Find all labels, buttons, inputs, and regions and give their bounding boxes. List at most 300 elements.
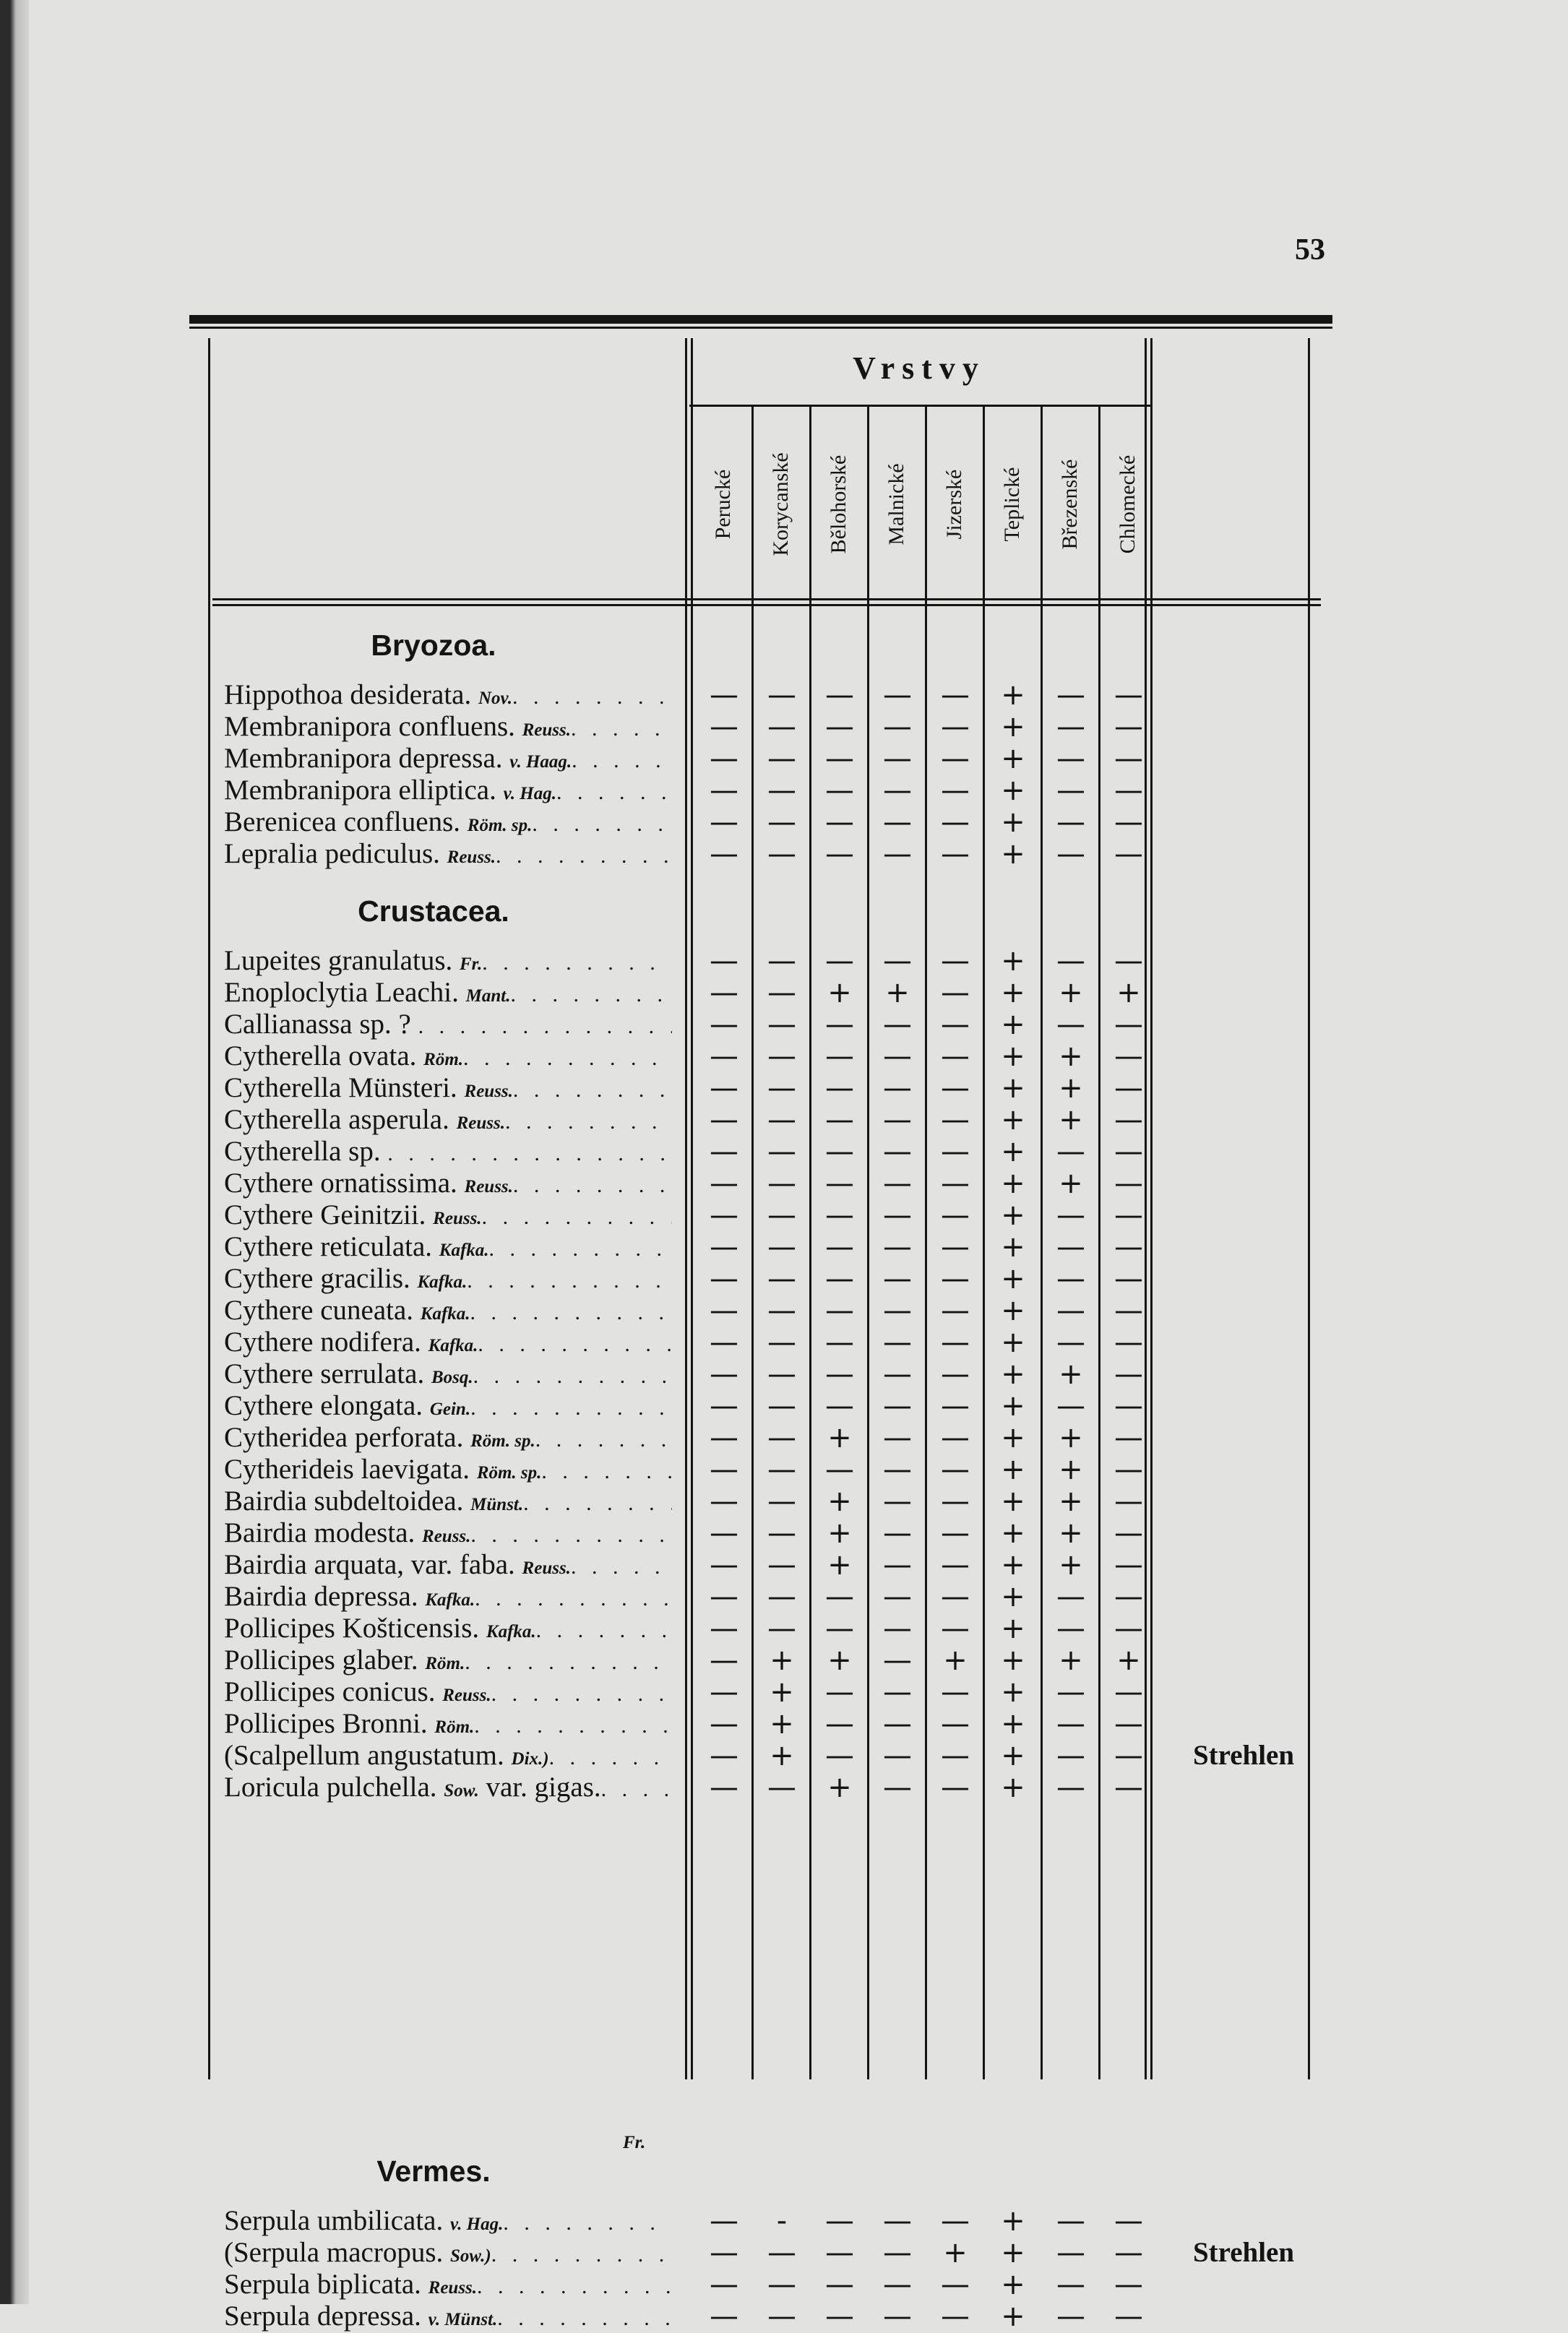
occurrence-mark: — bbox=[710, 2300, 738, 2333]
occurrence-mark: — bbox=[710, 1644, 738, 1677]
occurrence-mark: — bbox=[883, 1676, 912, 1709]
occurrence-mark: — bbox=[825, 742, 854, 775]
occurrence-mark: — bbox=[767, 1517, 796, 1550]
column-header-label: Teplické bbox=[1000, 467, 1024, 542]
occurrence-mark: — bbox=[767, 837, 796, 871]
occurrence-mark: — bbox=[1056, 944, 1085, 978]
occurrence-mark: — bbox=[710, 2268, 738, 2301]
occurrence-mark: — bbox=[883, 742, 912, 775]
species-author: Kafka. bbox=[420, 1304, 470, 1324]
table-row bbox=[189, 838, 1332, 870]
species-author: v. Hag. bbox=[450, 2215, 504, 2234]
occurrence-mark: — bbox=[883, 2300, 912, 2333]
species-label: Lepralia pediculus. bbox=[224, 838, 440, 869]
occurrence-mark: — bbox=[710, 1580, 738, 1613]
occurrence-mark: — bbox=[883, 806, 912, 839]
species-author: Röm. bbox=[423, 1050, 464, 1069]
occurrence-mark: + bbox=[1059, 1103, 1083, 1137]
occurrence-mark: — bbox=[767, 806, 796, 839]
occurrence-mark: + bbox=[1059, 1453, 1083, 1486]
occurrence-mark: — bbox=[767, 678, 796, 712]
occurrence-mark: — bbox=[883, 1230, 912, 1264]
species-author: Gein. bbox=[429, 1400, 471, 1419]
species-name bbox=[224, 679, 672, 711]
occurrence-mark: — bbox=[941, 1517, 970, 1550]
occurrence-mark: — bbox=[710, 1326, 738, 1359]
table-row bbox=[189, 1009, 1332, 1040]
occurrence-mark: — bbox=[941, 837, 970, 871]
table-row bbox=[189, 1422, 1332, 1454]
occurrence-mark: — bbox=[767, 1294, 796, 1327]
occurrence-mark: — bbox=[941, 1358, 970, 1391]
species-author: Reuss. bbox=[447, 848, 496, 867]
table-row bbox=[189, 1676, 1332, 1708]
occurrence-mark: + bbox=[885, 976, 910, 1009]
occurrence-mark: — bbox=[941, 742, 970, 775]
occurrence-mark: + bbox=[1001, 1358, 1025, 1391]
species-author: Reuss. bbox=[464, 1177, 513, 1196]
occurrence-mark: + bbox=[1001, 1167, 1025, 1200]
column-header-label: Jizerské bbox=[942, 469, 966, 540]
species-label: Cytherella asperula. bbox=[224, 1104, 449, 1135]
species-author: Reuss. bbox=[428, 2278, 478, 2298]
species-label: Membranipora confluens. bbox=[224, 711, 515, 742]
occurrence-mark: — bbox=[825, 1612, 854, 1645]
occurrence-mark: — bbox=[883, 1103, 912, 1137]
species-author: Reuss. bbox=[442, 1686, 491, 1705]
table-row bbox=[189, 1327, 1332, 1358]
table-row bbox=[189, 1072, 1332, 1104]
occurrence-mark: — bbox=[941, 1167, 970, 1200]
occurrence-mark: + bbox=[1001, 2268, 1025, 2301]
species-label: Cythere reticulata. bbox=[224, 1231, 433, 1262]
occurrence-mark: — bbox=[1056, 806, 1085, 839]
occurrence-mark: + bbox=[1059, 1040, 1083, 1073]
occurrence-mark: + bbox=[770, 1676, 794, 1709]
occurrence-mark: — bbox=[710, 1485, 738, 1518]
species-label: Serpula depressa. bbox=[224, 2300, 421, 2332]
species-author: Kafka. bbox=[425, 1590, 475, 1610]
occurrence-mark: — bbox=[1056, 1262, 1085, 1295]
column-header-label: Perucké bbox=[711, 469, 735, 540]
table-row bbox=[189, 1104, 1332, 1136]
table-row bbox=[189, 1517, 1332, 1549]
occurrence-mark: — bbox=[1114, 1040, 1143, 1073]
table-row bbox=[189, 1040, 1332, 1072]
species-author: Fr. bbox=[460, 954, 483, 974]
occurrence-mark: + bbox=[1001, 742, 1025, 775]
occurrence-mark: + bbox=[1059, 1071, 1083, 1105]
table-row bbox=[189, 711, 1332, 743]
species-label: Enoploclytia Leachi. bbox=[224, 977, 459, 1008]
occurrence-mark: + bbox=[1001, 1548, 1025, 1582]
top-rule bbox=[189, 315, 1332, 324]
occurrence-mark: — bbox=[1114, 2236, 1143, 2269]
table-row bbox=[189, 2237, 1332, 2269]
occurrence-mark: — bbox=[710, 1771, 738, 1804]
occurrence-mark: + bbox=[1001, 1230, 1025, 1264]
occurrence-mark: — bbox=[1114, 1103, 1143, 1137]
table-row bbox=[189, 1772, 1332, 1803]
species-author: Röm. sp. bbox=[476, 1463, 542, 1483]
top-rule-thin bbox=[189, 327, 1332, 329]
species-name bbox=[224, 1422, 672, 1454]
occurrence-mark: — bbox=[941, 2204, 970, 2238]
occurrence-mark: + bbox=[1001, 1517, 1025, 1550]
occurrence-mark: — bbox=[883, 2204, 912, 2238]
occurrence-mark: — bbox=[941, 1485, 970, 1518]
occurrence-mark: — bbox=[710, 837, 738, 871]
occurrence-mark: + bbox=[827, 1485, 852, 1518]
occurrence-mark: — bbox=[1114, 1008, 1143, 1041]
occurrence-mark: — bbox=[767, 1358, 796, 1391]
occurrence-mark: — bbox=[1114, 1580, 1143, 1613]
occurrence-mark: — bbox=[941, 976, 970, 1009]
species-author: Münst. bbox=[470, 1495, 524, 1514]
table-row bbox=[189, 743, 1332, 775]
species-label: Cythere nodifera. bbox=[224, 1327, 421, 1358]
occurrence-mark: — bbox=[710, 678, 738, 712]
occurrence-mark: — bbox=[710, 1739, 738, 1772]
occurrence-mark: — bbox=[767, 1103, 796, 1137]
occurrence-mark: — bbox=[767, 1167, 796, 1200]
species-name bbox=[224, 1136, 672, 1168]
species-label: Pollicipes glaber. bbox=[224, 1644, 418, 1676]
species-author: Kafka. bbox=[486, 1622, 536, 1642]
occurrence-mark: + bbox=[1001, 1008, 1025, 1041]
occurrence-mark: — bbox=[825, 774, 854, 807]
species-author: Sow. bbox=[444, 1781, 479, 1801]
occurrence-mark: — bbox=[941, 1612, 970, 1645]
occurrence-mark: — bbox=[1056, 1676, 1085, 1709]
page-number: 53 bbox=[1295, 233, 1325, 267]
species-label: Pollicipes conicus. bbox=[224, 1676, 436, 1707]
occurrence-mark: + bbox=[1001, 1644, 1025, 1677]
occurrence-mark: — bbox=[767, 1135, 796, 1168]
occurrence-mark: — bbox=[883, 1326, 912, 1359]
table-row bbox=[189, 1358, 1332, 1390]
table-row bbox=[189, 775, 1332, 806]
column-header-label: Bělohorské bbox=[827, 454, 850, 554]
occurrence-mark: + bbox=[1059, 1485, 1083, 1518]
occurrence-mark: — bbox=[1114, 1199, 1143, 1232]
occurrence-mark: — bbox=[1056, 2300, 1085, 2333]
occurrence-mark: — bbox=[825, 2300, 854, 2333]
occurrence-mark: + bbox=[1001, 944, 1025, 978]
occurrence-mark: — bbox=[941, 1230, 970, 1264]
occurrence-mark: + bbox=[1001, 1294, 1025, 1327]
species-name bbox=[224, 1358, 672, 1390]
species-name bbox=[224, 1104, 672, 1136]
occurrence-mark: — bbox=[825, 2268, 854, 2301]
occurrence-mark: + bbox=[1001, 1040, 1025, 1073]
occurrence-mark: + bbox=[1001, 1103, 1025, 1137]
occurrence-mark: — bbox=[941, 1294, 970, 1327]
species-name bbox=[224, 1390, 672, 1422]
occurrence-mark: — bbox=[767, 1771, 796, 1804]
species-label: Serpula umbilicata. bbox=[224, 2205, 444, 2236]
occurrence-mark: — bbox=[1056, 1771, 1085, 1804]
table-row bbox=[189, 1295, 1332, 1327]
species-label: Pollicipes Košticensis. bbox=[224, 1613, 480, 1644]
occurrence-mark: — bbox=[825, 1008, 854, 1041]
occurrence-mark: — bbox=[1056, 774, 1085, 807]
occurrence-mark: + bbox=[1001, 1485, 1025, 1518]
occurrence-mark: — bbox=[883, 1548, 912, 1582]
occurrence-mark: — bbox=[825, 1453, 854, 1486]
column-header-label: Korycanské bbox=[769, 452, 793, 556]
occurrence-mark: — bbox=[710, 1262, 738, 1295]
occurrence-mark: — bbox=[825, 837, 854, 871]
occurrence-mark: — bbox=[1114, 806, 1143, 839]
occurrence-mark: — bbox=[825, 1707, 854, 1741]
occurrence-mark: — bbox=[941, 1262, 970, 1295]
occurrence-mark: - bbox=[776, 2204, 788, 2238]
species-name bbox=[224, 1676, 672, 1708]
species-name bbox=[224, 1644, 672, 1676]
occurrence-mark: — bbox=[1114, 1517, 1143, 1550]
occurrence-mark: — bbox=[883, 1135, 912, 1168]
section-title: Crustacea. bbox=[358, 894, 509, 928]
occurrence-mark: — bbox=[883, 1644, 912, 1677]
species-label: Bairdia subdeltoidea. bbox=[224, 1485, 464, 1517]
occurrence-mark: — bbox=[767, 1453, 796, 1486]
occurrence-mark: — bbox=[1114, 1230, 1143, 1264]
table-row bbox=[189, 1136, 1332, 1168]
occurrence-mark: — bbox=[1114, 1135, 1143, 1168]
column-header-label: Chlomecké bbox=[1116, 454, 1140, 554]
occurrence-mark: + bbox=[1001, 1676, 1025, 1709]
occurrence-mark: — bbox=[883, 1707, 912, 1741]
occurrence-mark: — bbox=[1114, 1421, 1143, 1454]
occurrence-mark: + bbox=[1116, 1644, 1141, 1677]
species-author: Röm. sp. bbox=[467, 816, 533, 835]
column-header bbox=[881, 463, 913, 545]
occurrence-mark: + bbox=[1059, 1167, 1083, 1200]
occurrence-mark: — bbox=[1056, 2236, 1085, 2269]
occurrence-mark: — bbox=[883, 1517, 912, 1550]
occurrence-mark: — bbox=[941, 1008, 970, 1041]
occurrence-mark: — bbox=[825, 2236, 854, 2269]
occurrence-mark: — bbox=[710, 2236, 738, 2269]
occurrence-mark: — bbox=[825, 1071, 854, 1105]
species-label: Bairdia depressa. bbox=[224, 1581, 418, 1612]
occurrence-mark: — bbox=[941, 2300, 970, 2333]
species-label: Callianassa sp. ? bbox=[224, 1009, 411, 1040]
occurrence-mark: — bbox=[710, 1676, 738, 1709]
column-header-label: Březenské bbox=[1058, 459, 1082, 550]
occurrence-mark: — bbox=[1114, 1707, 1143, 1741]
species-name bbox=[224, 838, 672, 870]
species-name bbox=[224, 2300, 672, 2332]
occurrence-mark: — bbox=[710, 1294, 738, 1327]
occurrence-mark: — bbox=[767, 1262, 796, 1295]
occurrence-mark: — bbox=[941, 1548, 970, 1582]
table-row bbox=[189, 2269, 1332, 2300]
table-row bbox=[189, 1390, 1332, 1422]
occurrence-mark: + bbox=[1001, 1453, 1025, 1486]
scan-edge bbox=[0, 0, 29, 2304]
species-name bbox=[224, 1040, 672, 1072]
species-label: Loricula pulchella. bbox=[224, 1772, 437, 1803]
occurrence-mark: — bbox=[1056, 2268, 1085, 2301]
occurrence-mark: + bbox=[1001, 837, 1025, 871]
section-title: Vermes. bbox=[376, 2155, 491, 2188]
occurrence-mark: — bbox=[767, 2268, 796, 2301]
species-name bbox=[224, 1613, 672, 1644]
occurrence-mark: — bbox=[767, 774, 796, 807]
table-row bbox=[189, 1740, 1332, 1772]
occurrence-mark: — bbox=[941, 1326, 970, 1359]
species-label: Cythere ornatissima. bbox=[224, 1168, 457, 1199]
occurrence-mark: — bbox=[1056, 1199, 1085, 1232]
species-name bbox=[224, 1327, 672, 1358]
species-name bbox=[224, 1740, 672, 1772]
species-author: Röm. sp. bbox=[470, 1431, 535, 1451]
occurrence-mark: + bbox=[1116, 976, 1141, 1009]
occurrence-mark: — bbox=[941, 1739, 970, 1772]
occurrence-mark: — bbox=[710, 1103, 738, 1137]
occurrence-mark: + bbox=[1059, 976, 1083, 1009]
species-label: Cythere Geinitzii. bbox=[224, 1199, 426, 1230]
occurrence-mark: + bbox=[770, 1739, 794, 1772]
occurrence-mark: — bbox=[1114, 2204, 1143, 2238]
occurrence-mark: — bbox=[1114, 710, 1143, 743]
occurrence-mark: + bbox=[943, 2236, 968, 2269]
species-author: v. Haag. bbox=[509, 752, 572, 772]
occurrence-mark: — bbox=[767, 1199, 796, 1232]
species-name bbox=[224, 2269, 672, 2300]
column-header bbox=[996, 467, 1028, 542]
occurrence-mark: — bbox=[1114, 1676, 1143, 1709]
occurrence-mark: — bbox=[1114, 2268, 1143, 2301]
species-author: v. Münst. bbox=[428, 2310, 498, 2329]
occurrence-mark: — bbox=[1056, 1294, 1085, 1327]
species-label: Bairdia modesta. bbox=[224, 1517, 415, 1548]
species-author: Röm. bbox=[434, 1717, 475, 1737]
occurrence-mark: — bbox=[1114, 1771, 1143, 1804]
occurrence-mark: — bbox=[710, 1008, 738, 1041]
occurrence-mark: — bbox=[710, 742, 738, 775]
occurrence-mark: — bbox=[1056, 1008, 1085, 1041]
column-header bbox=[939, 469, 970, 540]
species-label: (Serpula macropus. bbox=[224, 2237, 444, 2268]
occurrence-mark: — bbox=[1056, 742, 1085, 775]
occurrence-mark: — bbox=[710, 1612, 738, 1645]
species-label: Cytherideis laevigata. bbox=[224, 1454, 470, 1485]
occurrence-mark: + bbox=[1001, 2300, 1025, 2333]
species-label: Membranipora elliptica. bbox=[224, 775, 496, 806]
species-label: Serpula biplicata. bbox=[224, 2269, 421, 2300]
occurrence-mark: — bbox=[1114, 1389, 1143, 1423]
column-header bbox=[1054, 459, 1086, 550]
occurrence-mark: — bbox=[767, 1008, 796, 1041]
occurrence-mark: + bbox=[1059, 1358, 1083, 1391]
table-row bbox=[189, 1613, 1332, 1644]
occurrence-mark: + bbox=[1001, 2204, 1025, 2238]
occurrence-mark: — bbox=[883, 1294, 912, 1327]
species-label: Cythere serrulata. bbox=[224, 1358, 425, 1389]
occurrence-mark: — bbox=[710, 1421, 738, 1454]
species-label: Hippothoa desiderata. bbox=[224, 679, 472, 710]
species-name bbox=[224, 743, 672, 775]
occurrence-mark: — bbox=[767, 1548, 796, 1582]
occurrence-mark: + bbox=[943, 1644, 968, 1677]
species-author: Reuss. bbox=[522, 720, 572, 740]
occurrence-mark: — bbox=[1056, 1739, 1085, 1772]
species-variety: var. gigas. bbox=[486, 1772, 601, 1803]
occurrence-mark: — bbox=[710, 1707, 738, 1741]
occurrence-mark: + bbox=[1001, 806, 1025, 839]
species-label: (Scalpellum angustatum. bbox=[224, 1740, 504, 1771]
occurrence-mark: — bbox=[941, 1389, 970, 1423]
species-label: Cythere cuneata. bbox=[224, 1295, 414, 1326]
occurrence-mark: — bbox=[883, 774, 912, 807]
occurrence-mark: — bbox=[710, 1389, 738, 1423]
occurrence-mark: — bbox=[825, 806, 854, 839]
species-author: Mant. bbox=[465, 986, 511, 1006]
species-name bbox=[224, 1708, 672, 1740]
occurrence-mark: + bbox=[827, 1421, 852, 1454]
occurrence-mark: + bbox=[827, 1548, 852, 1582]
occurrence-mark: + bbox=[1059, 1644, 1083, 1677]
species-name bbox=[224, 1168, 672, 1199]
occurrence-mark: — bbox=[1056, 1612, 1085, 1645]
species-name bbox=[224, 945, 672, 977]
table-row bbox=[189, 1263, 1332, 1295]
species-label: Pollicipes Bronni. bbox=[224, 1708, 428, 1739]
species-label: Berenicea confluens. bbox=[224, 806, 461, 837]
occurrence-mark: — bbox=[1114, 1294, 1143, 1327]
species-author: Reuss. bbox=[464, 1082, 513, 1101]
table-row bbox=[189, 1199, 1332, 1231]
occurrence-mark: — bbox=[883, 1771, 912, 1804]
occurrence-mark: — bbox=[1114, 1612, 1143, 1645]
author-line-2: Fr. bbox=[623, 2133, 646, 2152]
occurrence-mark: — bbox=[710, 774, 738, 807]
occurrence-mark: + bbox=[1001, 1199, 1025, 1232]
occurrence-mark: — bbox=[941, 2268, 970, 2301]
table-row bbox=[189, 945, 1332, 977]
occurrence-mark: — bbox=[825, 678, 854, 712]
occurrence-mark: — bbox=[825, 1294, 854, 1327]
occurrence-mark: + bbox=[1001, 1771, 1025, 1804]
species-table bbox=[189, 315, 1332, 2333]
occurrence-mark: — bbox=[710, 1071, 738, 1105]
occurrence-mark: — bbox=[1114, 1739, 1143, 1772]
occurrence-mark: — bbox=[1114, 1485, 1143, 1518]
species-label: Cytherella Münsteri. bbox=[224, 1072, 457, 1103]
occurrence-mark: — bbox=[825, 1580, 854, 1613]
occurrence-mark: + bbox=[1001, 1135, 1025, 1168]
table-row bbox=[189, 1549, 1332, 1581]
occurrence-mark: — bbox=[767, 1230, 796, 1264]
occurrence-mark: + bbox=[1001, 1421, 1025, 1454]
occurrence-mark: — bbox=[883, 678, 912, 712]
species-author: Reuss. bbox=[522, 1558, 571, 1578]
occurrence-mark: — bbox=[883, 944, 912, 978]
species-author: Reuss. bbox=[456, 1113, 506, 1133]
species-name bbox=[224, 2237, 672, 2269]
occurrence-mark: — bbox=[767, 976, 796, 1009]
occurrence-mark: — bbox=[1114, 1548, 1143, 1582]
species-name bbox=[224, 1199, 672, 1231]
occurrence-mark: — bbox=[1114, 742, 1143, 775]
occurrence-mark: — bbox=[767, 944, 796, 978]
occurrence-mark: — bbox=[941, 1771, 970, 1804]
occurrence-mark: + bbox=[1001, 976, 1025, 1009]
species-name bbox=[224, 775, 672, 806]
